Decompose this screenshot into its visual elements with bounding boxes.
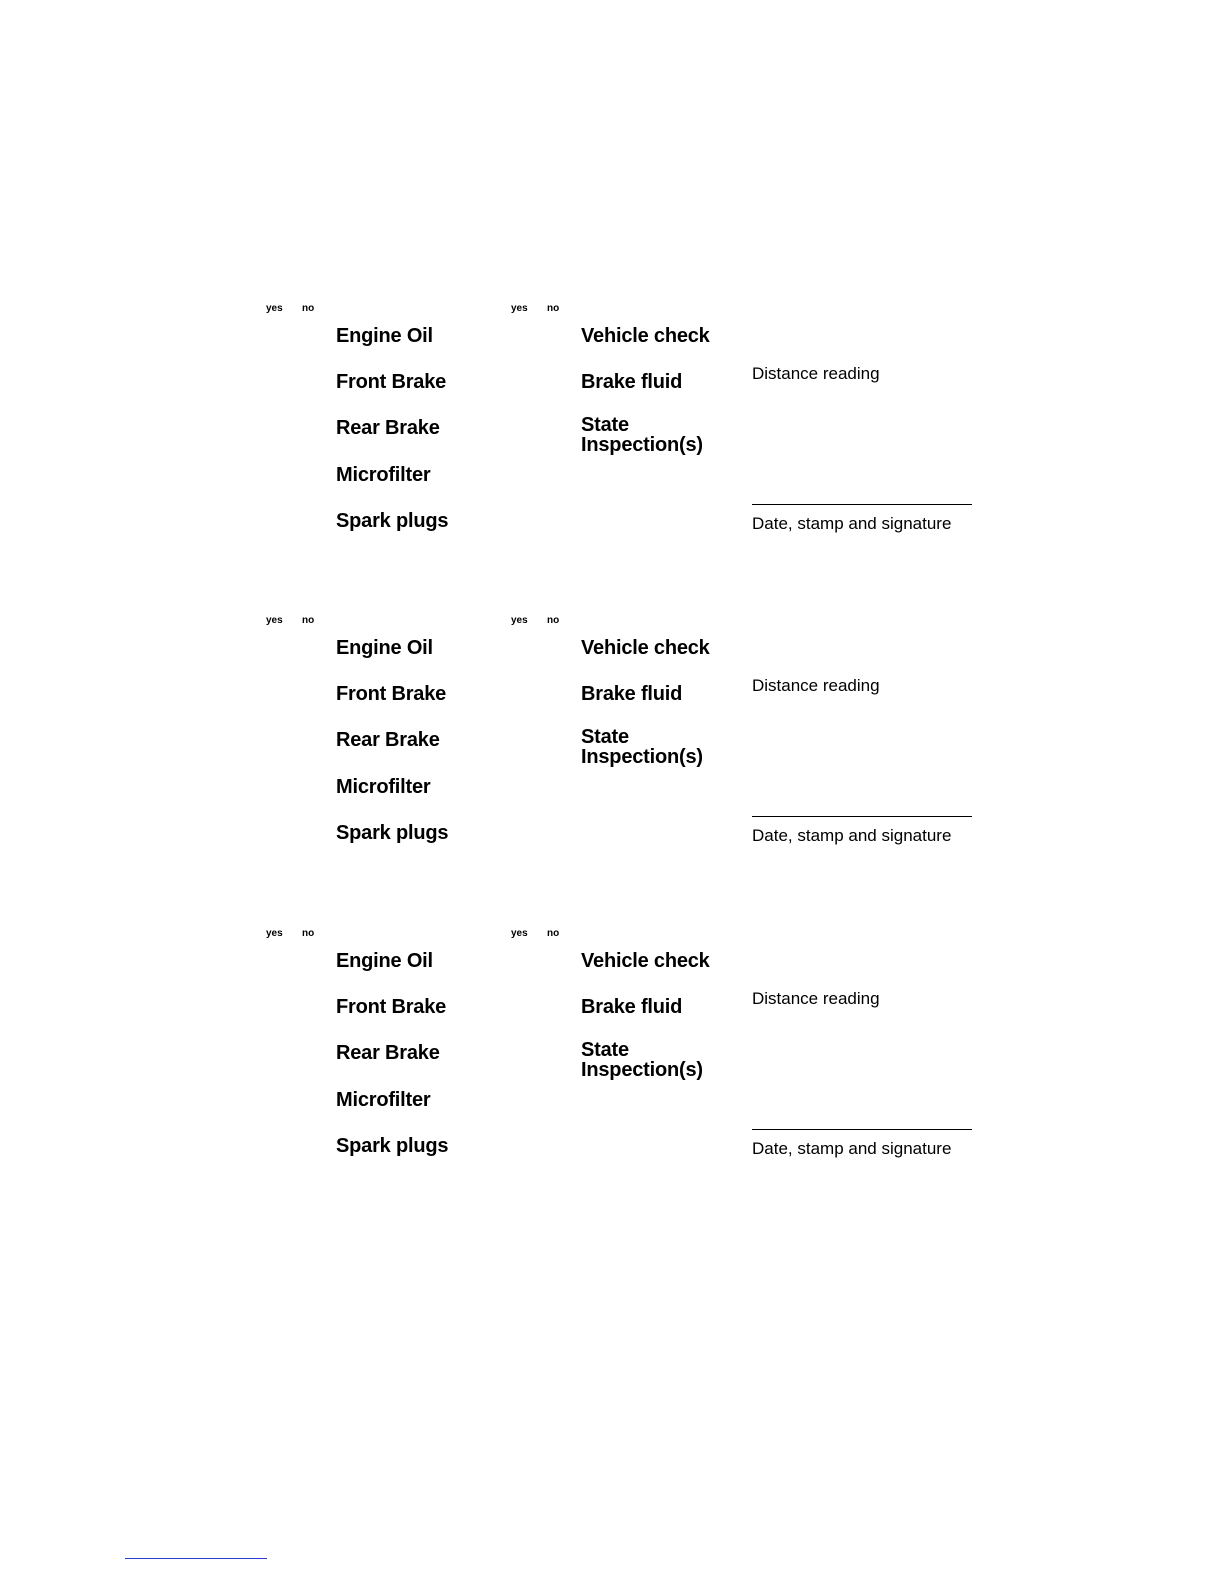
item-rear-brake: Rear Brake [336,729,440,751]
distance-reading-label: Distance reading [752,989,880,1008]
item-spark-plugs: Spark plugs [336,510,449,532]
item-spark-plugs: Spark plugs [336,1135,449,1157]
item-state-inspection: State Inspection(s) [581,414,703,456]
distance-reading-label: Distance reading [752,364,880,383]
item-vehicle-check: Vehicle check [581,325,710,347]
left-yes-label: yes [266,615,283,626]
signature-label: Date, stamp and signature [752,514,952,533]
item-rear-brake: Rear Brake [336,417,440,439]
distance-reading-label: Distance reading [752,676,880,695]
item-state-inspection: State Inspection(s) [581,1039,703,1081]
right-no-label: no [547,928,560,939]
item-brake-fluid: Brake fluid [581,996,683,1018]
right-yes-label: yes [511,303,528,314]
item-brake-fluid: Brake fluid [581,371,683,393]
item-vehicle-check: Vehicle check [581,950,710,972]
signature-label: Date, stamp and signature [752,1139,952,1158]
service-record-block-1 [0,300,1224,560]
signature-line [752,504,972,505]
item-microfilter: Microfilter [336,1089,431,1111]
right-yes-label: yes [511,928,528,939]
service-record-block-2 [0,612,1224,872]
item-engine-oil: Engine Oil [336,950,433,972]
item-front-brake: Front Brake [336,371,447,393]
signature-line [752,816,972,817]
left-no-label: no [302,303,315,314]
item-engine-oil: Engine Oil [336,637,433,659]
item-front-brake: Front Brake [336,996,447,1018]
item-rear-brake: Rear Brake [336,1042,440,1064]
right-yes-label: yes [511,615,528,626]
service-record-block-3 [0,925,1224,1185]
left-yes-label: yes [266,928,283,939]
left-no-label: no [302,615,315,626]
right-no-label: no [547,303,560,314]
item-vehicle-check: Vehicle check [581,637,710,659]
item-front-brake: Front Brake [336,683,447,705]
signature-label: Date, stamp and signature [752,826,952,845]
left-no-label: no [302,928,315,939]
signature-line [752,1129,972,1130]
item-microfilter: Microfilter [336,464,431,486]
item-engine-oil: Engine Oil [336,325,433,347]
footer-link-underline [125,1558,267,1559]
left-yes-label: yes [266,303,283,314]
right-no-label: no [547,615,560,626]
item-brake-fluid: Brake fluid [581,683,683,705]
item-microfilter: Microfilter [336,776,431,798]
item-spark-plugs: Spark plugs [336,822,449,844]
item-state-inspection: State Inspection(s) [581,726,703,768]
